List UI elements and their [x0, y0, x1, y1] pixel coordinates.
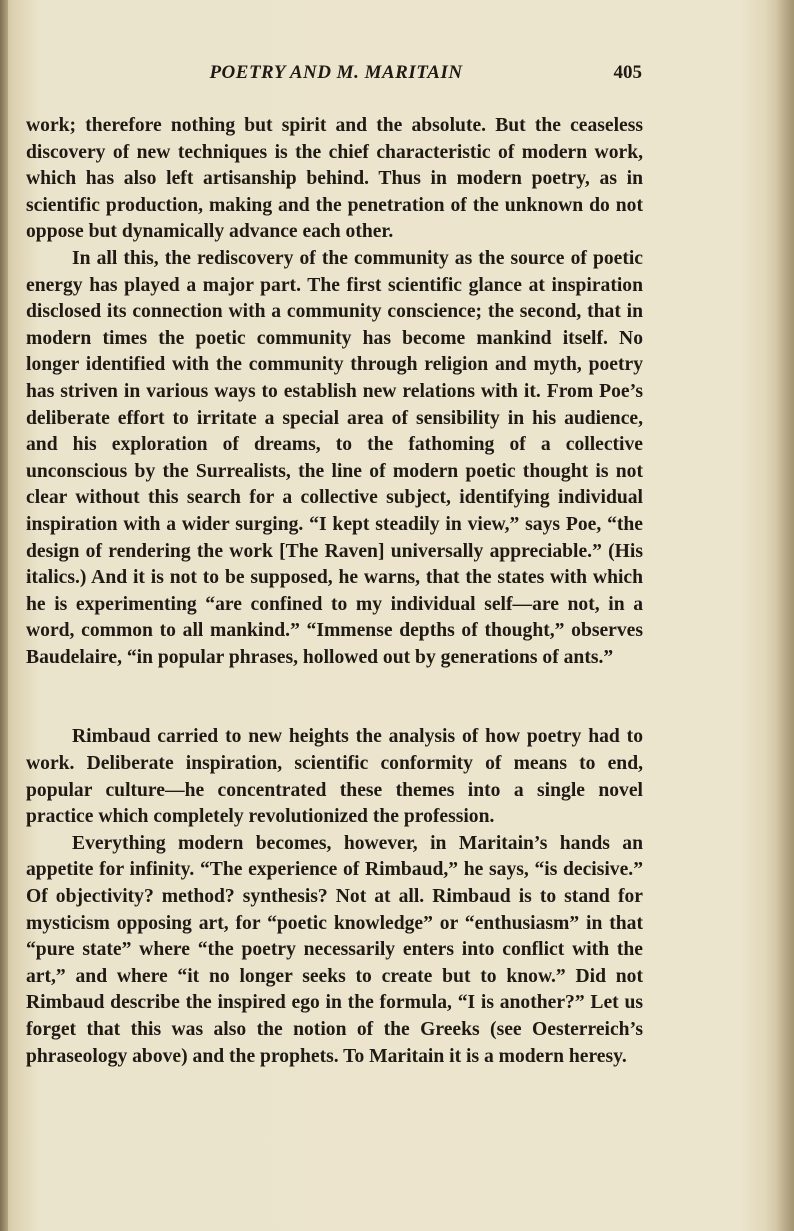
body-text	[26, 113, 643, 1070]
paragraph-2: In all this, the rediscovery of the community as the source of poetic energy has played a major part. The first scientific glance at inspiration disclosed its connection with a community conscience; the second, that in modern times the poetic community has become mankind itself. No longer identified with the community through religion and myth, poetry has striven in various ways to establish new relations with it. From Poe’s deliberate effort to irritate a special area of sensibility in his audience, and his exploration of dreams, to the fathoming of a collective unconscious by the Surrealists, the line of modern poetic thought is not clear without this search for a collective subject, identifying individual inspiration with a wider surging. “I kept steadily in view,” says Poe, “the design of rendering the work [The Raven] universally appreciable.” (His italics.) And it is not to be supposed, he warns, that the states with which he is experimenting “are confined to my individual self—are not, in a word, common to all mankind.” “Immense depths of thought,” observes Baudelaire, “in popular phrases, hollowed out by generations of ants.”	[26, 247, 643, 668]
page-number: 405	[613, 62, 642, 83]
page-edge-shadow	[776, 0, 794, 1231]
page-header	[30, 62, 642, 90]
paragraph-4: Everything modern becomes, however, in Maritain’s hands an appetite for infinity. “The experience of Rimbaud,” he says, “is decisive.” Of objectivity? method? synthesis? Not at all. Rimbaud is to stand for mysticism opposing art, for “poetic knowledge” or “enthusiasm” in that “pure state” where “the poetry necessarily enters into conflict with the art,” and where “it no longer seeks to create but to know.” Did not Rimbaud describe the inspired ego in the formula, “I is another?” Let us forget that this was also the notion of the Greeks (see Oesterreich’s phraseology above) and the prophets. To Maritain it is a modern heresy.	[26, 832, 643, 1067]
paragraph-1: work; therefore nothing but spirit and the absolute. But the ceaseless discovery of new techniques is the chief characteristic of modern work, which has also left artisanship behind. Thus in modern poetry, as in scientific production, making and the penetration of the unknown do not oppose but dynamically advance each other.	[26, 115, 643, 243]
running-title: POETRY AND M. MARITAIN	[209, 62, 463, 83]
paragraph-3: Rimbaud carried to new heights the analysis of how poetry had to work. Deliberate inspiration, scientific conformity of means to end, popular culture—he concentrated these themes into a single novel practice which completely revolutionized the profession.	[26, 726, 643, 828]
page-gutter	[0, 0, 8, 1231]
